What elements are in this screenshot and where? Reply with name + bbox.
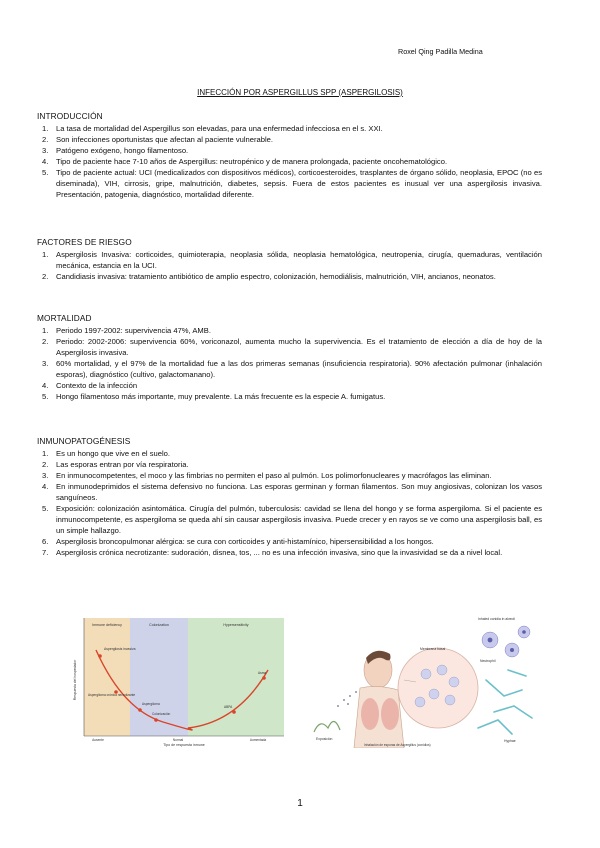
item-text: 60% mortalidad, y el 97% de la mortalidad fue a las dos primeras semanas (insuficiencia respiratoria). 90% afectación pulmonar (inhalación esporas), diagnóstico (cultivo, galactomanano). [56,359,542,379]
immune-spectrum-figure [68,610,290,748]
point-label: Aspergiloma [142,702,160,706]
list-item [37,503,542,536]
item-number: 5. [42,168,49,177]
item-number: 4. [42,157,49,166]
zone-label: Colonization [149,623,169,627]
x-tick-label: Ausente [92,738,104,742]
data-point [262,676,266,680]
zone-label: Hypersensitivity [223,623,249,627]
point-label: Asma [258,671,267,675]
section-list [37,249,542,282]
list-item [37,156,542,167]
item-number: 1. [42,250,49,259]
list-item [37,336,542,358]
document-title: INFECCIÓN POR ASPERGILLUS SPP (ASPERGILOSIS) [197,88,403,97]
x-tick-label: Normal [172,738,184,742]
data-point [98,654,102,658]
figure-label: Neutrophil [480,659,496,663]
x-axis-label: Tipo de respuesta inmune [163,743,205,747]
item-number: 6. [42,537,49,546]
section-list [37,123,542,200]
item-text: En inmunocompetentes, el moco y las fimbrias no permiten el paso al pulmón. Los polimorfonucleares y macrófagos las eliminan. [56,471,492,480]
page-number: 1 [297,798,303,809]
alveolus-magnified [398,648,478,728]
inhalation-illustration [308,610,540,748]
item-number: 3. [42,471,49,480]
right-lung-icon [381,698,399,730]
item-number: 7. [42,548,49,557]
item-text: Aspergilosis crónica necrotizante: sudoración, disnea, tos, ... no es una infección invasiva, sino que la invasividad se da a nivel local. [56,548,503,557]
list-item [37,448,542,459]
x-tick-label: Aumentada [249,738,267,742]
figure-label: Inhaled conidia in alveoli [478,617,515,621]
list-item [37,391,542,402]
item-text: Contexto de la infección [56,381,138,390]
point-label: Aspergilosis invasiva [104,647,136,651]
item-number: 3. [42,359,49,368]
section-mortalidad [37,313,542,402]
list-item [37,470,542,481]
zone-colonization [130,618,188,736]
list-item [37,536,542,547]
list-item [37,134,542,145]
item-text: Son infecciones oportunistas que afectan al paciente vulnerable. [56,135,273,144]
item-number: 4. [42,381,49,390]
section-heading: MORTALIDAD [37,313,92,323]
figure-label: Membrana basal [420,647,446,651]
section-list [37,325,542,402]
section-list [37,448,542,558]
list-item [37,459,542,470]
item-text: Hongo filamentoso más importante, muy prevalente. La más frecuente es la especie A. fumigatus. [56,392,386,401]
item-text: Es un hongo que vive en el suelo. [56,449,170,458]
data-point [154,718,158,722]
item-text: Tipo de paciente actual: UCI (medicalizados con dispositivos médicos), corticoesteroides, trasplantes de órgano sólido, neoplasia, EPOC (no es diseminada), VIH, cirrosis, gripe, malnutrición, diabetes, sepsis. Fuera de estos pacientes es inusual ver una aspergilosis invasiva. Presentación, patogenia, diagnóstico, mortalidad diferente. [56,168,542,199]
figure-label: Hyphae [504,739,516,743]
item-text: En inmunodeprimidos el sistema defensivo no funciona. Las esporas germinan y forman filamentos. Son muy angiosivas, colonizan los vasos sanguíneos. [56,482,542,502]
y-axis-label: Respuesta del hospedador [73,659,77,701]
list-item [37,271,542,282]
item-number: 2. [42,135,49,144]
list-item [37,547,542,558]
item-number: 5. [42,504,49,513]
item-text: Tipo de paciente hace 7-10 años de Aspergillus: neutropénico y de manera prolongada, paciente oncohematológico. [56,157,448,166]
zone-label: Immune deficiency [92,623,122,627]
item-number: 1. [42,326,49,335]
author-name: Roxel Qing Padilla Medina [398,47,483,56]
item-number: 1. [42,449,49,458]
item-number: 2. [42,337,49,346]
item-number: 2. [42,460,49,469]
item-text: Aspergilosis broncopulmonar alérgica: se cura con corticoides y anti-histamínico, hipersensibilidad a los hongos. [56,537,434,546]
list-item [37,325,542,336]
data-point [232,710,236,714]
list-item [37,358,542,380]
item-number: 1. [42,124,49,133]
left-lung-icon [361,698,379,730]
item-text: Periodo 1997-2002: supervivencia 47%, AMB. [56,326,211,335]
figure-caption: Inhalación de esporas de Aspergillus (conidios) [364,743,431,747]
item-number: 2. [42,272,49,281]
list-item [37,167,542,200]
zone-immune-deficiency [84,618,130,736]
section-factores-riesgo [37,237,542,282]
list-item [37,481,542,503]
figure-label: Exposición [316,737,333,741]
section-heading: INTRODUCCIÓN [37,111,103,121]
point-label: Aspergiloma crónica necrotizante [88,693,136,697]
section-heading: INMUNOPATOGÉNESIS [37,436,131,446]
list-item [37,123,542,134]
item-text: La tasa de mortalidad del Aspergillus son elevadas, para una enfermedad infecciosa en el s. XXI. [56,124,383,133]
section-introduccion [37,111,542,200]
section-inmunopatogenesis [37,436,542,558]
data-point [138,708,142,712]
item-text: Las esporas entran por vía respiratoria. [56,460,189,469]
item-text: Patógeno exógeno, hongo filamentoso. [56,146,189,155]
point-label: Colonización [152,712,171,716]
section-heading: FACTORES DE RIESGO [37,237,132,247]
item-number: 5. [42,392,49,401]
point-label: ABPA [224,705,233,709]
item-text: Periodo: 2002-2006: supervivencia 60%, voriconazol, aumenta mucho la supervivencia. Es el tratamiento de elección a día de hoy de la Aspergilosis invasiva. [56,337,542,357]
item-number: 4. [42,482,49,491]
zone-hypersensitivity [188,618,284,736]
item-text: Aspergilosis Invasiva: corticoides, quimioterapia, neoplasia sólida, neoplasia hematológica, neutropenia, cirugía, quemaduras, ventilación mecánica, estancia en la UCI. [56,250,542,270]
item-text: Exposición: colonización asintomática. Cirugía del pulmón, tuberculosis: cavidad se llena del hongo y se forma aspergiloma. Si el paciente es inmunocompetente, es aspergiloma se queda ahí sin causar aspergilosis invasiva. Puede crecer y en rayos se ve como una aspergilosis ball, es un simple hallazgo. [56,504,542,535]
list-item [37,249,542,271]
list-item [37,380,542,391]
item-text: Candidiasis invasiva: tratamiento antibiótico de amplio espectro, colonización, hemodiálisis, malnutrición, VIH, ancianos, neonatos. [56,272,496,281]
list-item [37,145,542,156]
item-number: 3. [42,146,49,155]
